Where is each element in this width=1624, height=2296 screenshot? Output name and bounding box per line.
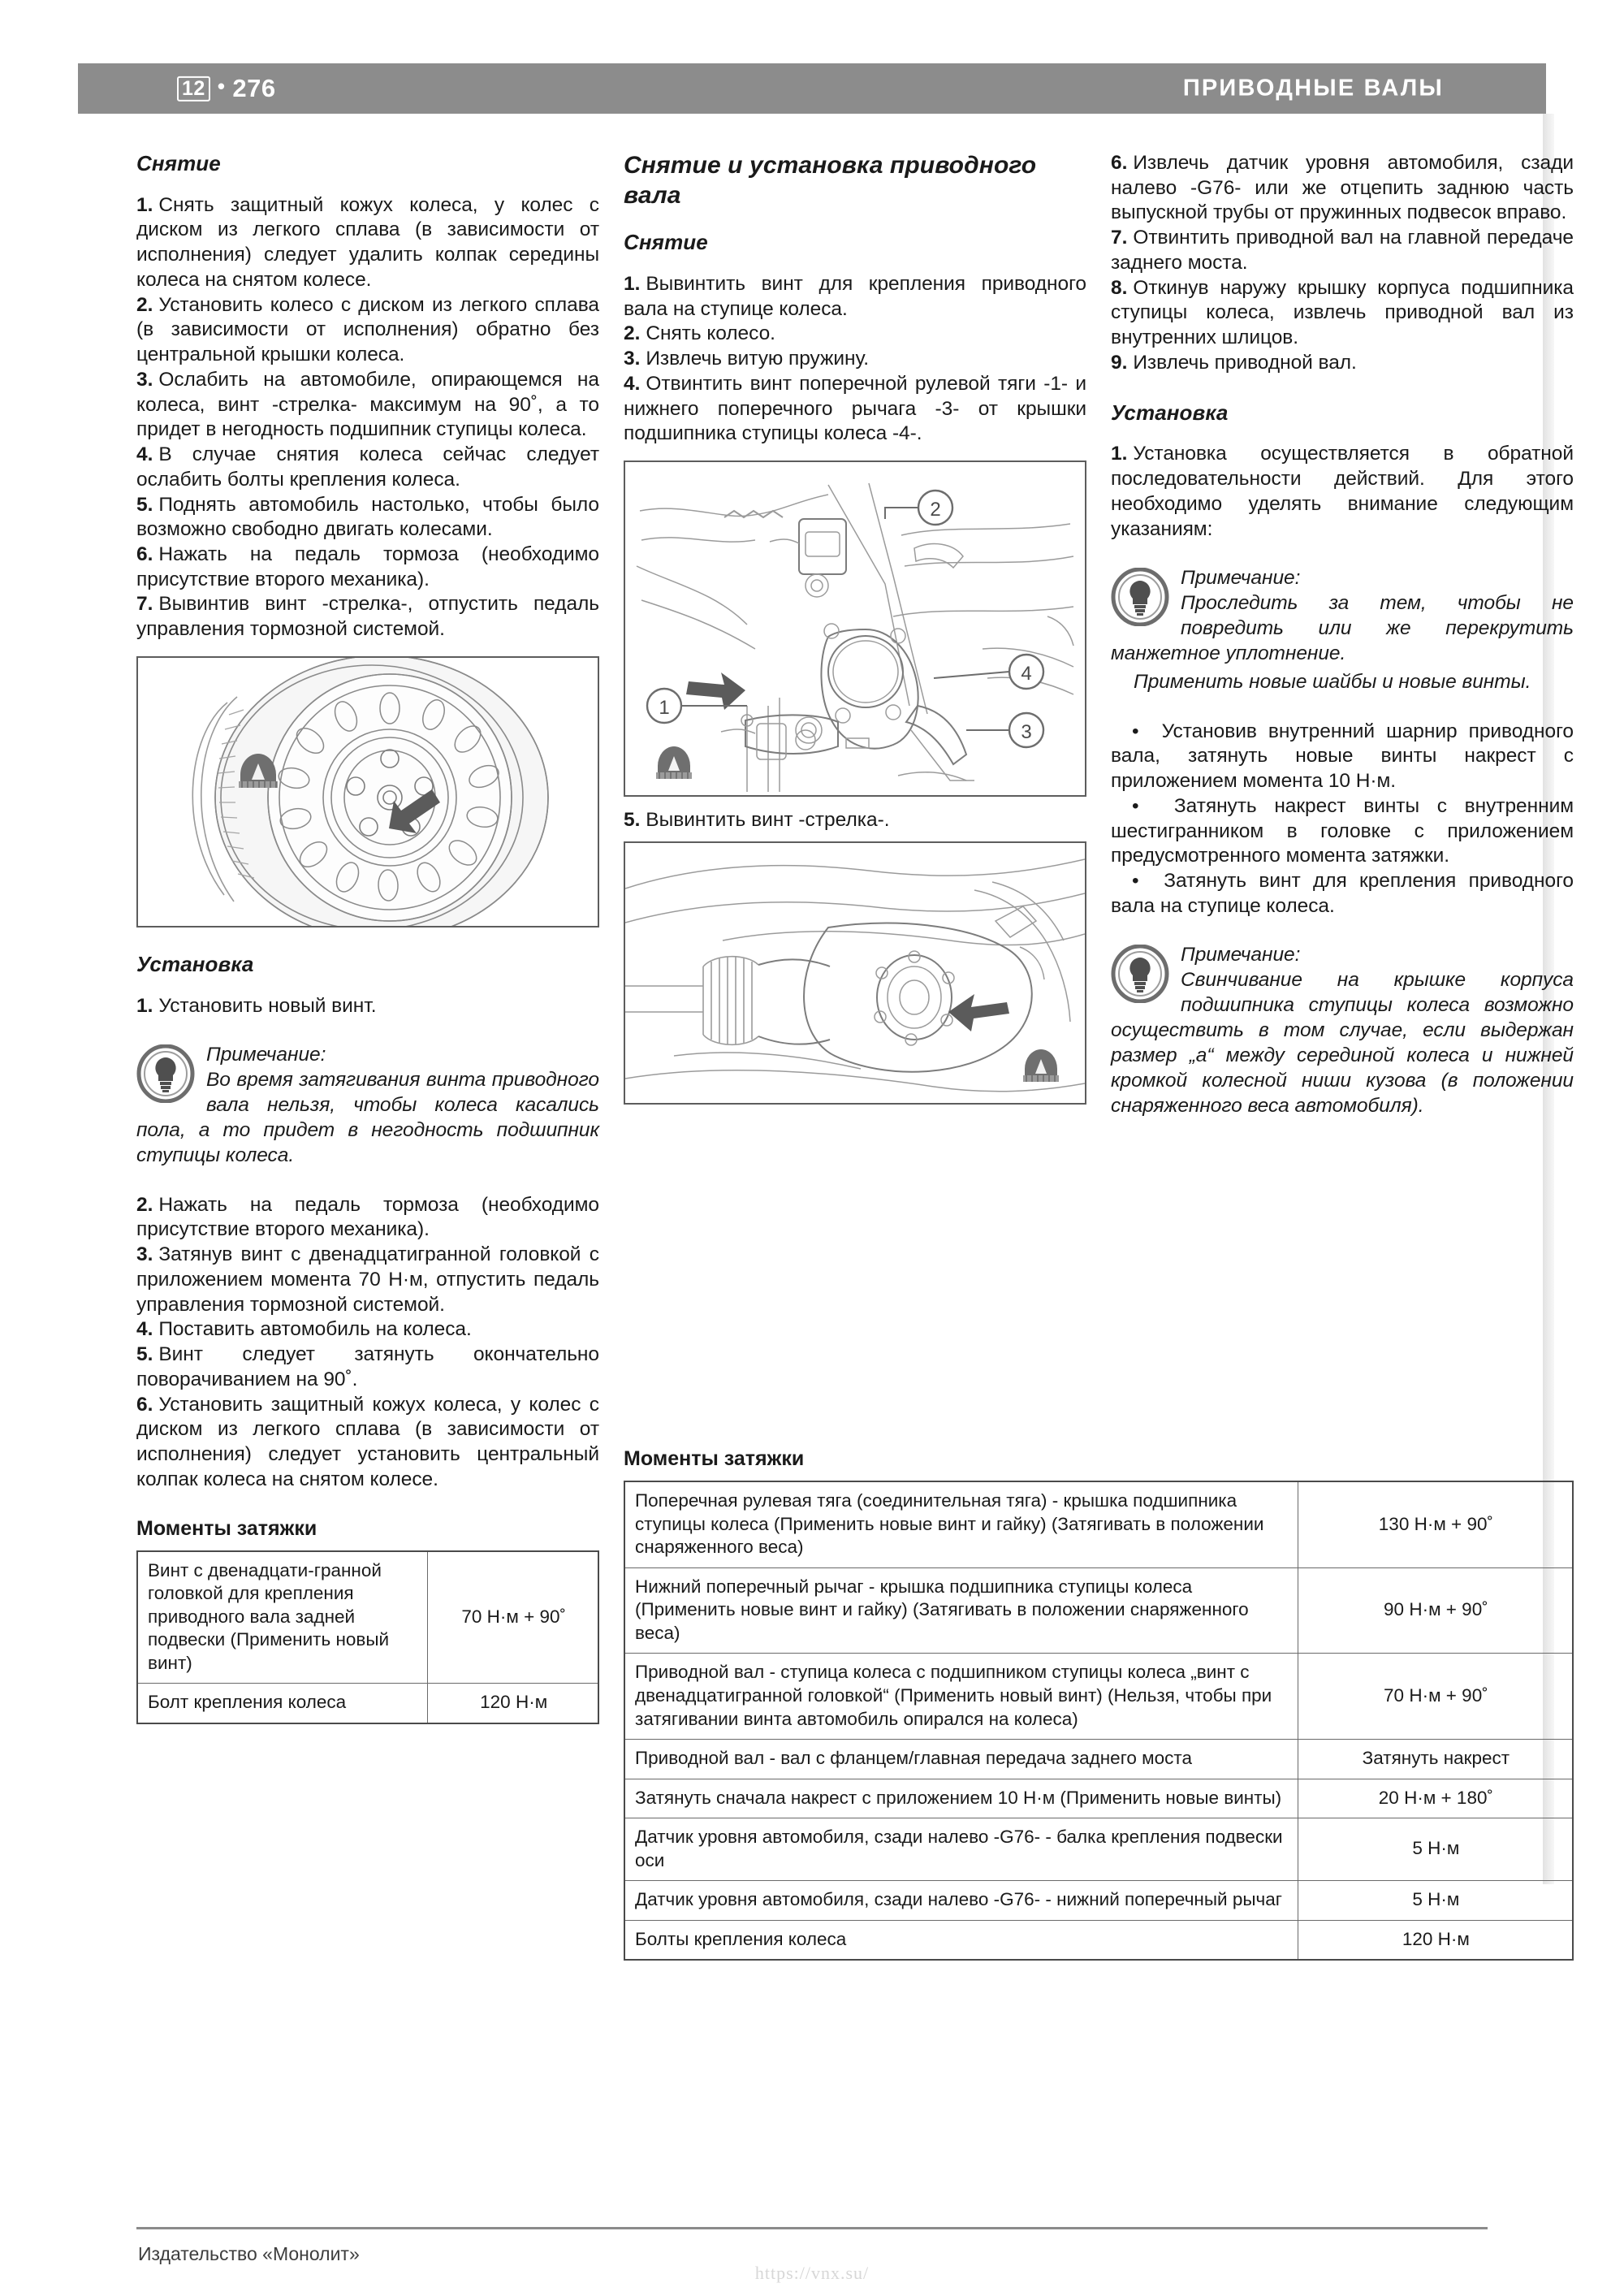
watermark: https://vnx.su/ [754, 2263, 870, 2283]
step-text: Извлечь приводной вал. [1133, 351, 1357, 374]
step-item [136, 592, 599, 642]
page-number: 276 [232, 73, 276, 102]
step-text: Установка осуществляется в обратной последовательности действий. Для этого необходимо уделять внимание следующим указаниям: [1111, 443, 1574, 540]
step-number: 1. [624, 272, 641, 295]
svg-text:1: 1 [659, 697, 670, 720]
step-number: 8. [1111, 276, 1128, 299]
note-text: Свинчивание на крышке корпуса подшипника ступицы колеса возможно осуществить в том случае, если выдержан размер „а“ между серединой колеса и нижней кромкой колесной ниши кузова (в положении снаряженного веса автомобиля). [1111, 969, 1574, 1117]
step-item [624, 322, 1086, 347]
column-one [136, 151, 599, 1724]
step-number: 1. [136, 994, 153, 1017]
step-item [136, 193, 599, 293]
pointer-arrow [948, 994, 1009, 1031]
step-number: 3. [136, 1243, 153, 1266]
torque-value: 20 Н·м + 180˚ [1298, 1779, 1573, 1818]
pointer-arrow [686, 672, 745, 710]
step-number: 4. [624, 372, 641, 395]
step-number: 2. [624, 322, 641, 345]
step-number: 6. [1111, 152, 1128, 174]
step-text: Откинув наружу крышку корпуса подшипника ступицы колеса, извлечь приводной вал из внутренних шлицов. [1111, 276, 1574, 349]
torque-value: 120 Н·м [1298, 1920, 1573, 1960]
step-item [136, 994, 599, 1019]
header-bar [78, 63, 1546, 114]
svg-text:3: 3 [1021, 721, 1032, 744]
step-number: 3. [624, 348, 641, 370]
figure-driveshaft [624, 841, 1086, 1105]
step-text: Снять колесо. [646, 322, 775, 345]
step-text: Поставить автомобиль на колеса. [158, 1318, 472, 1341]
torque-label: Датчик уровня автомобиля, сзади налево -G76- - нижний поперечный рычаг [624, 1881, 1298, 1921]
header-separator-dot: • [217, 73, 226, 98]
page-header [0, 63, 1624, 114]
bullet-text: Затянуть винт для крепления приводного вала на ступице колеса. [1111, 869, 1574, 917]
step-text: Установить новый винт. [158, 994, 377, 1017]
note-block [1111, 943, 1574, 1118]
figure-suspension [624, 460, 1086, 797]
header-page-marker [177, 74, 276, 103]
svg-text:2: 2 [930, 499, 941, 521]
note-title: Примечание: [206, 1044, 326, 1066]
bullet-item: • Затянуть винт для крепления приводного вала на ступице колеса. [1111, 869, 1574, 917]
caption-text: Вывинтить винт -стрелка-. [646, 809, 890, 832]
step-number: 7. [136, 593, 153, 616]
heading-removal-c1: Снятие [136, 151, 221, 175]
note-text-secondary: Применить новые шайбы и новые винты. [1134, 670, 1531, 693]
torque-table-title-c1: Моменты затяжки [136, 1516, 317, 1540]
torque-label: Нижний поперечный рычаг - крышка подшипника ступицы колеса (Применить новые винт и гайку) (Затягивать в положении снаряженного веса) [624, 1567, 1298, 1654]
footer-publisher: Издательство «Монолит» [138, 2243, 360, 2264]
lightbulb-icon [136, 1044, 195, 1103]
step-item [136, 1343, 599, 1392]
step-number: 4. [136, 443, 153, 466]
step-number: 5. [136, 1343, 153, 1366]
bullet-text: Установив внутренний шарнир приводного вала, затянуть новые винты накрест с приложением момента 10 Н·м. [1111, 720, 1574, 793]
step-item [136, 443, 599, 492]
cap-icon [1023, 1049, 1059, 1082]
figure-caption [624, 808, 1086, 833]
note-text: Проследить за тем, чтобы не повредить или же перекрутить манжетное уплотнение. [1111, 592, 1574, 664]
step-text: Вывинтить винт для крепления приводного вала на ступице колеса. [624, 272, 1086, 320]
step-number: 1. [136, 193, 153, 216]
step-text: Винт следует затянуть окончательно поворачиванием на 90˚. [136, 1343, 599, 1390]
torque-table-wrapper [624, 1447, 1574, 1961]
callout-2 [885, 491, 952, 525]
bullet-list [1111, 720, 1574, 919]
step-text: Установить защитный кожух колеса, у колес с диском из легкого сплава (в зависимости от исполнения) следует установить центральный колпак колеса на снятом колесе. [136, 1393, 599, 1490]
step-number: 9. [1111, 351, 1128, 374]
torque-label: Датчик уровня автомобиля, сзади налево -G76- - балка крепления подвески оси [624, 1818, 1298, 1881]
callout-4 [934, 655, 1043, 689]
note-title: Примечание: [1181, 944, 1301, 966]
cap-icon [656, 746, 692, 779]
caption-number: 5. [624, 809, 641, 832]
torque-value: 5 Н·м [1298, 1818, 1573, 1881]
step-number: 4. [136, 1318, 153, 1341]
heading-main-c2: Снятие и установка приводного вала [624, 152, 1037, 209]
table-row [137, 1551, 598, 1684]
bullet-item: • Затянуть накрест винты с внутренним шестигранником в головке с приложением предусмотренного момента затяжки. [1111, 794, 1574, 867]
torque-value: 70 Н·м + 90˚ [428, 1551, 598, 1684]
step-text: Снять защитный кожух колеса, у колес с диском из легкого сплава (в зависимости от исполнения) следует удалить колпак середины колеса на снятом колесе. [136, 193, 599, 291]
table-row [624, 1920, 1573, 1960]
step-text: Извлечь витую пружину. [646, 348, 869, 370]
step-item [136, 1317, 599, 1343]
step-text: Вывинтив винт -стрелка-, отпустить педаль управления тормозной системой. [136, 593, 599, 641]
column-three [1111, 151, 1574, 1118]
note-block [1111, 566, 1574, 694]
step-number: 6. [136, 1393, 153, 1416]
step-number: 1. [1111, 443, 1128, 465]
heading-install-c1: Установка [136, 951, 254, 976]
step-text: Нажать на педаль тормоза (необходимо присутствие второго механика). [136, 543, 599, 590]
table-row [137, 1684, 598, 1723]
table-row [624, 1881, 1573, 1921]
note-title: Примечание: [1181, 567, 1301, 590]
step-item [1111, 151, 1574, 226]
bullet-text: Затянуть накрест винты с внутренним шестигранником в головке с приложением предусмотренного момента затяжки. [1111, 794, 1574, 867]
figure-wheel [136, 656, 599, 927]
lightbulb-icon [1111, 568, 1169, 626]
torque-table-main [624, 1481, 1574, 1961]
torque-label: Болты крепления колеса [624, 1920, 1298, 1960]
step-item [136, 293, 599, 368]
step-text: В случае снятия колеса сейчас следует ослабить болты крепления колеса. [136, 443, 599, 491]
torque-value: Затянуть накрест [1298, 1740, 1573, 1779]
torque-value: 120 Н·м [428, 1684, 598, 1723]
torque-label: Поперечная рулевая тяга (соединительная тяга) - крышка подшипника ступицы колеса (Применить новые винт и гайку) (Затягивать в положении снаряженного веса) [624, 1481, 1298, 1567]
table-row [624, 1654, 1573, 1740]
step-item [136, 368, 599, 443]
step-text: Ослабить на автомобиле, опирающемся на колеса, винт -стрелка- максимум на 90˚, а то придет в негодность подшипник ступицы колеса. [136, 368, 599, 441]
table-row [624, 1481, 1573, 1567]
heading-removal-c2: Снятие [624, 230, 708, 255]
step-item [136, 493, 599, 543]
table-row [624, 1818, 1573, 1881]
step-item [624, 372, 1086, 447]
step-item [1111, 276, 1574, 351]
header-section-title: ПРИВОДНЫЕ ВАЛЫ [1182, 75, 1444, 102]
step-text: Отвинтить приводной вал на главной передаче заднего моста. [1111, 227, 1574, 274]
step-number: 6. [136, 543, 153, 565]
table-row [624, 1740, 1573, 1779]
torque-label: Затянуть сначала накрест с приложением 10 Н·м (Применить новые винты) [624, 1779, 1298, 1818]
torque-value: 130 Н·м + 90˚ [1298, 1481, 1573, 1567]
step-text: Нажать на педаль тормоза (необходимо присутствие второго механика). [136, 1193, 599, 1241]
column-two [624, 151, 1086, 1105]
step-number: 2. [136, 1193, 153, 1216]
step-number: 2. [136, 293, 153, 316]
step-number: 5. [136, 493, 153, 516]
step-item [136, 543, 599, 592]
torque-table-title: Моменты затяжки [624, 1447, 805, 1470]
step-item [624, 347, 1086, 372]
bullet-item: • Установив внутренний шарнир приводного вала, затянуть новые винты накрест с приложением момента 10 Н·м. [1111, 720, 1574, 793]
svg-text:4: 4 [1021, 663, 1032, 685]
step-item [136, 1243, 599, 1317]
lightbulb-icon [1111, 945, 1169, 1003]
table-row [624, 1779, 1573, 1818]
note-block [136, 1043, 599, 1168]
note-text: Во время затягивания винта приводного вала нельзя, чтобы колеса касались пола, а то придет в негодность подшипник ступицы колеса. [136, 1069, 599, 1166]
step-item [136, 1393, 599, 1493]
torque-label: Болт крепления колеса [137, 1684, 428, 1723]
torque-value: 70 Н·м + 90˚ [1298, 1654, 1573, 1740]
torque-label: Винт с двенадцати-гранной головкой для крепления приводного вала задней подвески (Применить новый винт) [137, 1551, 428, 1684]
step-number: 7. [1111, 227, 1128, 249]
torque-label: Приводной вал - вал с фланцем/главная передача заднего моста [624, 1740, 1298, 1779]
footer-rule [136, 2227, 1488, 2229]
step-item [1111, 442, 1574, 542]
step-item [624, 272, 1086, 322]
step-item [1111, 351, 1574, 376]
heading-install-c3: Установка [1111, 400, 1229, 425]
torque-table-c1 [136, 1550, 599, 1724]
torque-value: 90 Н·м + 90˚ [1298, 1567, 1573, 1654]
step-item [136, 1193, 599, 1243]
step-number: 3. [136, 368, 153, 391]
chapter-number: 12 [177, 76, 210, 102]
callout-3 [966, 713, 1043, 747]
step-text: Затянув винт с двенадцатигранной головкой с приложением момента 70 Н·м, отпустить педаль управления тормозной системой. [136, 1243, 599, 1316]
step-text: Извлечь датчик уровня автомобиля, сзади налево -G76- или же отцепить заднюю часть выпускной трубы от пружинных подвесок вправо. [1111, 152, 1574, 224]
torque-label: Приводной вал - ступица колеса с подшипником ступицы колеса „винт с двенадцатигранной головкой“ (Применить новый винт) (Нельзя, чтобы при затягивании винта автомобиль опирался на колеса) [624, 1654, 1298, 1740]
step-text: Отвинтить винт поперечной рулевой тяги -1- и нижнего поперечного рычага -3- от крышки подшипника ступицы колеса -4-. [624, 372, 1086, 445]
step-item [1111, 226, 1574, 275]
table-row [624, 1567, 1573, 1654]
step-text: Поднять автомобиль настолько, чтобы было возможно свободно двигать колесами. [136, 493, 599, 541]
torque-value: 5 Н·м [1298, 1881, 1573, 1921]
step-text: Установить колесо с диском из легкого сплава (в зависимости от исполнения) обратно без центральной крышки колеса. [136, 293, 599, 366]
